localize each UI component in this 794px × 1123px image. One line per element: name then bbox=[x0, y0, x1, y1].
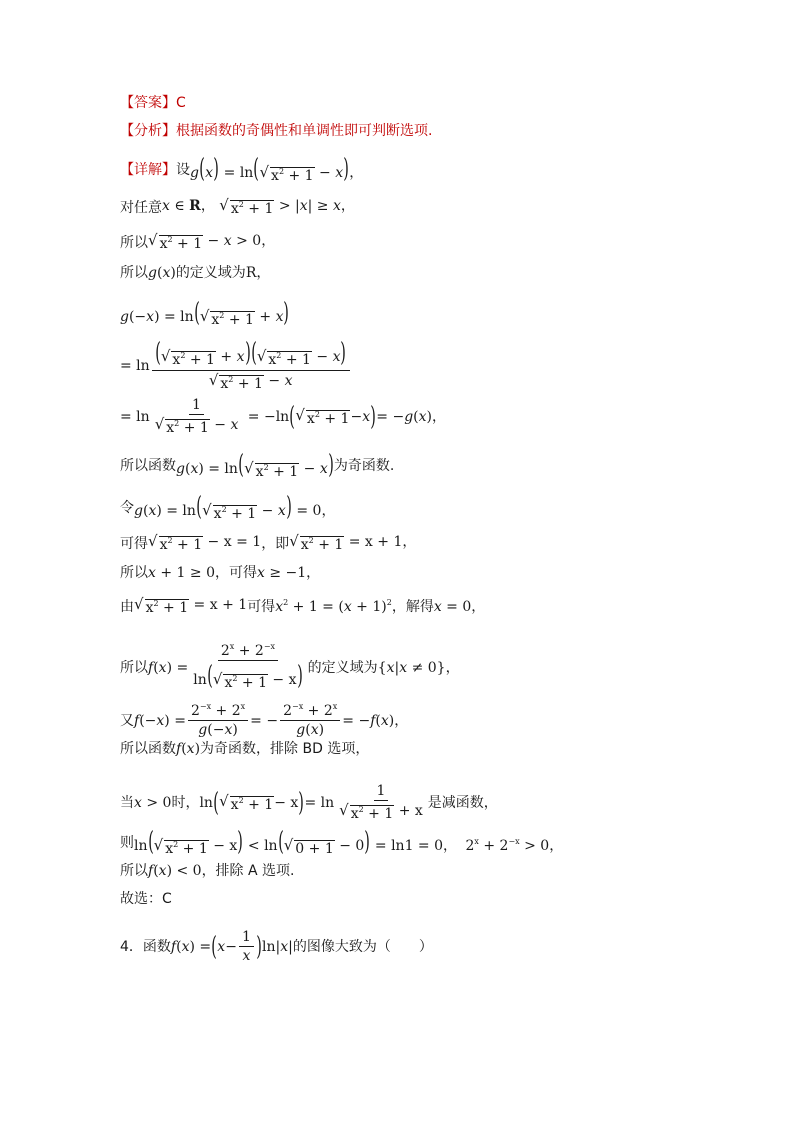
text-t8b: 可得 bbox=[247, 598, 276, 615]
text-t1: 对任意 bbox=[120, 199, 162, 216]
formula-3b: R， bbox=[245, 265, 271, 281]
formula-6: = ln 1 √ $x^2 + 1$ − x = −ln ( √ $x^2 + 1$ − x ) = − g ( x )， bbox=[120, 397, 446, 436]
text-t11: 所以函数 bbox=[120, 741, 176, 757]
text-t14: 所以 bbox=[120, 863, 148, 879]
line-8 bbox=[120, 494, 335, 522]
line-9 bbox=[120, 534, 416, 553]
line-10 bbox=[120, 566, 320, 580]
line-14 bbox=[120, 742, 369, 756]
g-definition: g(x) = ln( √ $x^2 + 1$ − x)， bbox=[190, 154, 364, 184]
formula-15a: x > 0 bbox=[134, 795, 172, 812]
text-t5: 令 bbox=[120, 500, 134, 517]
formula-7: g(x) = ln( √ $x^2 + 1$ − x) bbox=[176, 450, 334, 480]
formula-14: f(x) bbox=[176, 741, 201, 757]
line-4 bbox=[120, 300, 290, 328]
text-t12b: 时， bbox=[171, 795, 200, 812]
text-t3b: 的定义域为 bbox=[175, 265, 246, 281]
text-t13: 则 bbox=[120, 835, 134, 852]
line-12 bbox=[120, 644, 460, 691]
question-pre: 函数 bbox=[142, 938, 171, 955]
text-t4: 所以函数 bbox=[120, 458, 176, 475]
text-t9b: 的定义域为 bbox=[307, 659, 378, 676]
answer-line bbox=[120, 96, 186, 110]
text-t10: 又 bbox=[120, 712, 134, 729]
analysis-line bbox=[120, 124, 432, 138]
conclusion-line bbox=[120, 892, 172, 906]
formula-9a: √ $x^2 + 1$ − x = 1 bbox=[148, 532, 262, 553]
detail-line bbox=[120, 156, 363, 184]
text-t2: 所以 bbox=[120, 234, 148, 251]
formula-8: g(x) = ln( √ $x^2 + 1$ − x) = 0， bbox=[134, 492, 336, 522]
formula-17: f(x) < 0 bbox=[148, 863, 202, 879]
formula-1: x ∈ R， √ $x^2 + 1$ > |x| ≥ x， bbox=[162, 196, 355, 217]
formula-11c: x = 0， bbox=[433, 598, 486, 615]
text-t8c: ，解得 bbox=[391, 598, 434, 615]
text-t6b: ，即 bbox=[261, 535, 290, 552]
answer-value: C bbox=[176, 95, 186, 111]
detail-prefix: 设 bbox=[176, 162, 190, 179]
formula-15b: ln ( √ $x^2 + 1$ − x ) = ln 1 √ $x^2 + 1$ + x bbox=[199, 783, 423, 822]
text-t8: 由 bbox=[120, 598, 134, 615]
formula-12b: {x|x ≠ 0}， bbox=[377, 659, 460, 676]
analysis-tag: 【分析】 bbox=[120, 123, 176, 139]
formula-13: f (− x ) = $\frac{2^{-x} + 2^x}{g(-x)}$ = − $\frac{2^{-x} + 2^x}{g(x)}$ = − f ( x )， bbox=[134, 702, 409, 738]
text-t7b: ，可得 bbox=[214, 565, 257, 581]
line-6 bbox=[120, 398, 446, 436]
formula-9b: √ $x^2 + 1$ = x + 1， bbox=[289, 532, 417, 553]
formula-11b: $x^2 + 1 = (x + 1)^2$ bbox=[275, 597, 392, 615]
formula-5: = ln ( √ $x^2 + 1$ + x)( √ $x^2 + 1$ − x) √ $x^2 + 1$ − x bbox=[120, 340, 352, 392]
formula-10b: x ≥ −1， bbox=[256, 565, 321, 581]
formula-2: √ $x^2 + 1$ − x > 0， bbox=[148, 231, 276, 252]
text-t3: 所以 bbox=[120, 265, 148, 281]
text-t14b: ，排除 A 选项. bbox=[201, 863, 295, 879]
answer-tag: 【答案】 bbox=[120, 95, 176, 111]
question-number: 4． bbox=[120, 938, 143, 955]
line-16 bbox=[120, 829, 563, 857]
detail-tag: 【详解】 bbox=[120, 162, 176, 179]
text-t12c: 是减函数， bbox=[427, 795, 498, 812]
line-3 bbox=[120, 266, 270, 280]
text-t12: 当 bbox=[120, 795, 134, 812]
formula-12a: f ( x ) = $2^x + 2^{-x}$ ln( √ $x^2 + 1$ − x) bbox=[148, 642, 303, 691]
formula-11a: √ $x^2 + 1$ = x + 1 bbox=[134, 595, 248, 616]
line-11 bbox=[120, 597, 485, 616]
question-4 bbox=[120, 930, 433, 963]
formula-10a: x + 1 ≥ 0 bbox=[148, 565, 215, 581]
text-t4b: 为奇函数. bbox=[333, 458, 395, 475]
line-1 bbox=[120, 198, 355, 217]
formula-4: g(−x) = ln( √ $x^2 + 1$ + x) bbox=[120, 298, 290, 328]
conclusion-tag: 故选： bbox=[120, 891, 162, 907]
question-post: 的图像大致为（ ） bbox=[292, 938, 433, 955]
line-13 bbox=[120, 704, 408, 737]
conclusion-value: C bbox=[162, 891, 172, 907]
question-formula: f ( x ) = ( x − $\frac{1}{x}$ ) ln| x | bbox=[170, 929, 293, 964]
text-t11b: 为奇函数，排除 BD 选项， bbox=[200, 741, 370, 757]
text-t9: 所以 bbox=[120, 659, 148, 676]
text-t7: 所以 bbox=[120, 565, 148, 581]
analysis-text: 根据函数的奇偶性和单调性即可判断选项. bbox=[176, 123, 433, 139]
line-5 bbox=[120, 340, 352, 392]
formula-16: ln( √ $x^2 + 1$ − x) < ln( √ 0 + 1 − 0) = ln1 = 0， $2^x + 2^{-x} > 0$， bbox=[134, 827, 564, 857]
line-15 bbox=[120, 784, 498, 822]
line-2 bbox=[120, 233, 275, 252]
text-t6: 可得 bbox=[120, 535, 148, 552]
line-17 bbox=[120, 864, 295, 878]
line-7 bbox=[120, 452, 394, 480]
formula-3a: g(x) bbox=[148, 265, 176, 281]
